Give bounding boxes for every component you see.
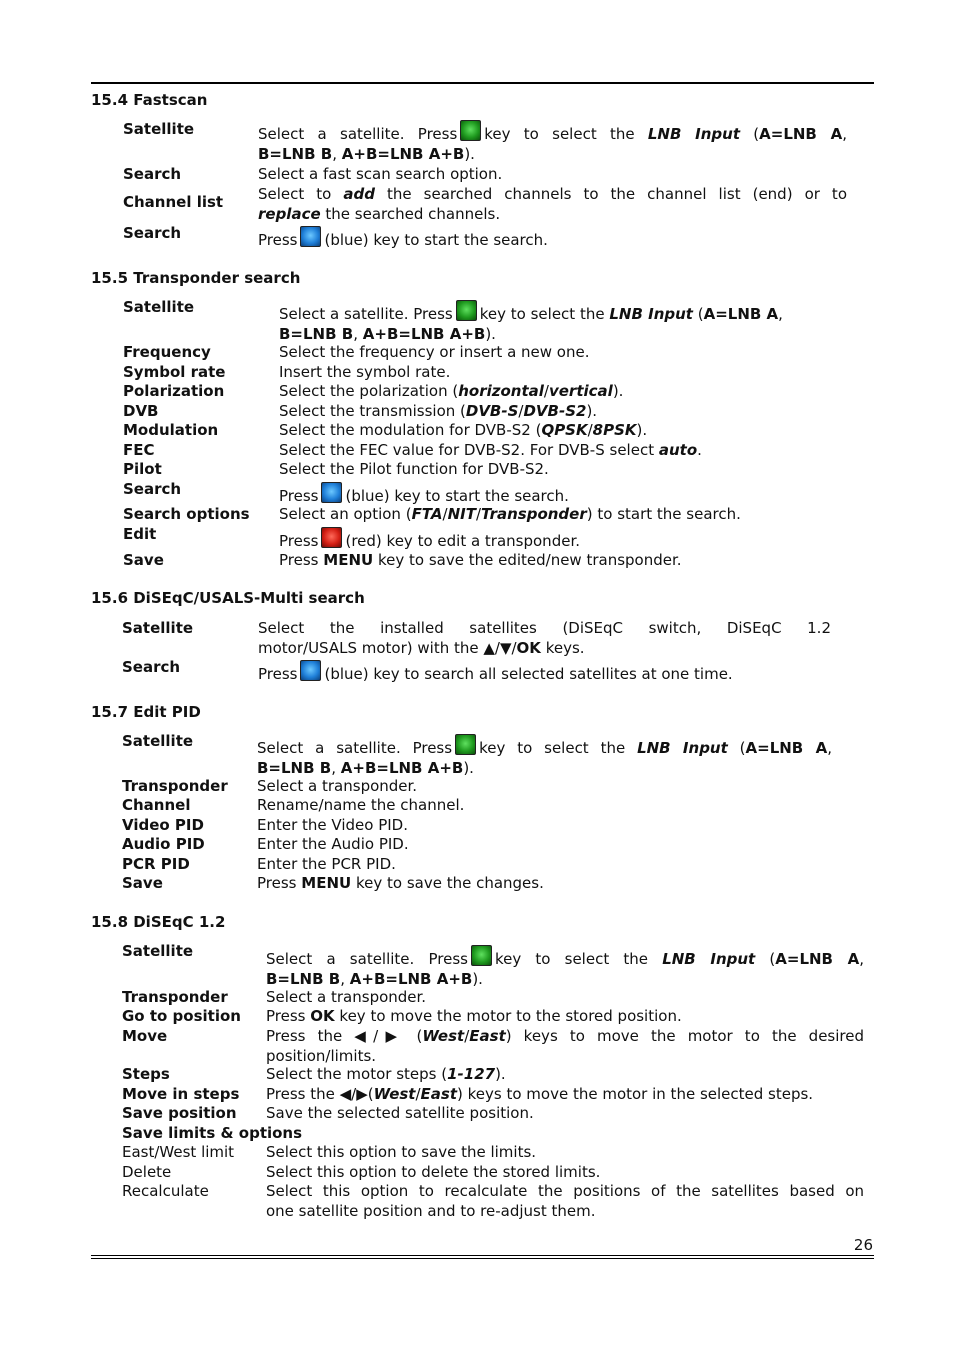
desc-east-west-limit: Select this option to save the limits. bbox=[266, 1143, 537, 1161]
text: Select a satellite. Press bbox=[279, 305, 453, 323]
red-key-icon bbox=[321, 527, 342, 548]
text: motor/USALS motor) with the ▲/▼/ bbox=[258, 638, 517, 657]
section-heading-15-7: 15.7 Edit PID bbox=[91, 703, 201, 721]
desc-line bbox=[266, 945, 864, 970]
text: Press the ◀/▶ ( bbox=[266, 1027, 423, 1045]
text: , bbox=[859, 950, 865, 968]
text: Select a satellite. Press bbox=[266, 950, 468, 968]
section-heading-15-5: 15.5 Transponder search bbox=[91, 269, 301, 287]
text: Select the FEC value for DVB-S2. For DVB-S select bbox=[279, 441, 655, 459]
text: A=LNB A bbox=[775, 950, 860, 968]
label-delete: Delete bbox=[122, 1163, 172, 1181]
desc-line bbox=[257, 759, 832, 779]
desc-satellite bbox=[257, 734, 832, 778]
label-edit: Edit bbox=[123, 525, 157, 543]
text: 1-127 bbox=[447, 1065, 496, 1083]
top-rule bbox=[91, 82, 874, 84]
desc-line bbox=[258, 120, 847, 145]
text: Press bbox=[258, 231, 298, 249]
text: , bbox=[827, 739, 832, 757]
text: Select a satellite. Press bbox=[258, 125, 458, 143]
label-search-options: Search options bbox=[123, 505, 250, 523]
text: ). bbox=[612, 382, 624, 400]
text: ). bbox=[472, 969, 483, 988]
desc-line: Select the installed satellites (DiSEqC switch, DiSEqC 1.2 bbox=[258, 619, 831, 637]
text: (blue) key to search all selected satellites at one time. bbox=[324, 665, 733, 683]
green-key-icon bbox=[455, 734, 476, 755]
text: DVB-S bbox=[465, 402, 519, 420]
text: ) to start the search. bbox=[586, 505, 741, 523]
label-satellite: Satellite bbox=[122, 942, 194, 960]
desc-move bbox=[266, 1027, 864, 1066]
desc-satellite bbox=[266, 945, 864, 989]
text: Press bbox=[279, 487, 319, 505]
label-satellite: Satellite bbox=[122, 732, 194, 750]
text: , bbox=[353, 324, 358, 343]
text: A+B=LNB A+B bbox=[341, 144, 465, 163]
desc-save bbox=[279, 551, 682, 571]
text: Select the polarization ( bbox=[279, 382, 459, 400]
text: B=LNB B bbox=[279, 324, 354, 343]
text: key to select the bbox=[494, 950, 648, 968]
text: West bbox=[373, 1085, 416, 1103]
text: key to select the bbox=[479, 739, 626, 757]
text: A+B=LNB A+B bbox=[362, 324, 486, 343]
label-fec: FEC bbox=[123, 441, 155, 459]
desc-satellite-multi bbox=[258, 619, 831, 658]
section-heading-15-8: 15.8 DiSEqC 1.2 bbox=[91, 913, 226, 931]
text: A=LNB A bbox=[745, 739, 828, 757]
label-channel-list: Channel list bbox=[123, 193, 224, 211]
text: MENU bbox=[301, 874, 352, 892]
text: / bbox=[587, 421, 593, 439]
desc-channel-list bbox=[258, 185, 847, 224]
label-search: Search bbox=[122, 658, 181, 676]
desc-line bbox=[258, 145, 847, 165]
text: FTA bbox=[411, 505, 443, 523]
text: Press bbox=[266, 1007, 306, 1025]
desc-line bbox=[258, 205, 847, 225]
text: B=LNB B bbox=[257, 758, 332, 777]
text: / bbox=[442, 505, 448, 523]
text: LNB Input bbox=[662, 950, 756, 968]
label-pilot: Pilot bbox=[123, 460, 162, 478]
text: ( bbox=[753, 125, 760, 143]
label-satellite: Satellite bbox=[122, 619, 194, 637]
text: , bbox=[842, 125, 847, 143]
desc-fec bbox=[279, 441, 702, 461]
desc-search-options bbox=[279, 505, 741, 525]
text: LNB Input bbox=[637, 739, 728, 757]
text: vertical bbox=[548, 382, 613, 400]
text: West bbox=[422, 1027, 465, 1045]
desc-line bbox=[266, 970, 864, 990]
text: MENU bbox=[323, 551, 374, 569]
text: OK bbox=[310, 1007, 335, 1025]
text: horizontal bbox=[458, 382, 544, 400]
green-key-icon bbox=[471, 945, 492, 966]
text: ). bbox=[495, 1065, 506, 1083]
label-polarization: Polarization bbox=[123, 382, 225, 400]
label-east-west-limit: East/West limit bbox=[122, 1143, 235, 1161]
text: (blue) key to start the search. bbox=[345, 487, 569, 505]
text: ( bbox=[697, 305, 704, 323]
text: , bbox=[340, 969, 345, 988]
text: A+B=LNB A+B bbox=[349, 969, 473, 988]
text: Transponder bbox=[481, 505, 587, 523]
desc-line bbox=[257, 734, 832, 759]
text: the searched channels to the channel list (end) or to bbox=[387, 185, 847, 203]
label-transponder: Transponder bbox=[122, 988, 228, 1006]
label-search: Search bbox=[123, 165, 182, 183]
text: Select to bbox=[258, 185, 332, 203]
desc-line bbox=[266, 1027, 864, 1047]
green-key-icon bbox=[456, 300, 477, 321]
blue-key-icon bbox=[300, 660, 321, 681]
label-audio-pid: Audio PID bbox=[122, 835, 205, 853]
text: key to move the motor to the stored position. bbox=[339, 1007, 682, 1025]
text: Select a satellite. Press bbox=[257, 739, 453, 757]
text: Press bbox=[258, 665, 298, 683]
desc-save-position: Save the selected satellite position. bbox=[266, 1104, 534, 1122]
label-satellite: Satellite bbox=[123, 298, 195, 316]
desc-satellite bbox=[258, 120, 847, 164]
text: ( bbox=[739, 739, 746, 757]
label-go-to-position: Go to position bbox=[122, 1007, 241, 1025]
desc-pcr-pid: Enter the PCR PID. bbox=[257, 855, 396, 873]
label-satellite: Satellite bbox=[123, 120, 195, 138]
text: , bbox=[778, 305, 783, 323]
text: Select the transmission ( bbox=[279, 402, 466, 420]
text: keys. bbox=[545, 638, 585, 657]
desc-line bbox=[279, 325, 783, 345]
bottom-rule bbox=[91, 1255, 874, 1256]
text: replace bbox=[258, 204, 321, 223]
desc-search-blue bbox=[258, 660, 733, 685]
text: LNB Input bbox=[609, 305, 693, 323]
desc-line: one satellite position and to re-adjust them. bbox=[266, 1201, 596, 1220]
label-search: Search bbox=[123, 480, 182, 498]
desc-frequency: Select the frequency or insert a new one. bbox=[279, 343, 590, 361]
text: , bbox=[332, 144, 337, 163]
desc-search-blue bbox=[258, 226, 548, 251]
text: / bbox=[415, 1085, 421, 1103]
desc-satellite bbox=[279, 300, 783, 344]
label-modulation: Modulation bbox=[123, 421, 219, 439]
text: key to select the bbox=[484, 125, 635, 143]
text: key to select the bbox=[479, 305, 605, 323]
text: Select the motor steps ( bbox=[266, 1065, 448, 1083]
text: NIT bbox=[447, 505, 476, 523]
text: ). bbox=[463, 758, 474, 777]
desc-edit-red bbox=[279, 527, 580, 552]
desc-line bbox=[258, 639, 831, 659]
label-save: Save bbox=[123, 551, 164, 569]
desc-dvb bbox=[279, 402, 597, 422]
blue-key-icon bbox=[321, 482, 342, 503]
text: ( bbox=[769, 950, 776, 968]
text: Press bbox=[279, 532, 319, 550]
desc-polarization bbox=[279, 382, 623, 402]
text: B=LNB B bbox=[266, 969, 341, 988]
desc-modulation bbox=[279, 421, 647, 441]
section-heading-15-4: 15.4 Fastscan bbox=[91, 91, 208, 109]
desc-video-pid: Enter the Video PID. bbox=[257, 816, 408, 834]
text: / bbox=[518, 402, 524, 420]
section-heading-15-6: 15.6 DiSEqC/USALS-Multi search bbox=[91, 589, 365, 607]
text: 8PSK bbox=[592, 421, 637, 439]
desc-line: Select this option to recalculate the positions of the satellites based on bbox=[266, 1182, 864, 1200]
text: OK bbox=[516, 638, 541, 657]
desc-line: position/limits. bbox=[266, 1046, 377, 1065]
desc-transponder: Select a transponder. bbox=[257, 777, 418, 795]
label-frequency: Frequency bbox=[123, 343, 211, 361]
desc-symbol-rate: Insert the symbol rate. bbox=[279, 363, 451, 381]
desc-channel: Rename/name the channel. bbox=[257, 796, 465, 814]
desc-move-in-steps bbox=[266, 1085, 813, 1105]
text: the searched channels. bbox=[325, 204, 501, 223]
label-search: Search bbox=[123, 224, 182, 242]
text: B=LNB B bbox=[258, 144, 333, 163]
text: East bbox=[469, 1027, 506, 1045]
desc-save bbox=[257, 874, 544, 894]
text: key to save the edited/new transponder. bbox=[377, 551, 682, 569]
text: / bbox=[464, 1027, 470, 1045]
text: ). bbox=[586, 402, 598, 420]
desc-search-blue bbox=[279, 482, 569, 507]
label-save-position: Save position bbox=[122, 1104, 237, 1122]
label-transponder: Transponder bbox=[122, 777, 228, 795]
desc-recalculate bbox=[266, 1182, 864, 1221]
text: (blue) key to start the search. bbox=[324, 231, 548, 249]
text: key to save the changes. bbox=[355, 874, 544, 892]
text: (red) key to edit a transponder. bbox=[345, 532, 580, 550]
desc-pilot: Select the Pilot function for DVB-S2. bbox=[279, 460, 549, 478]
label-move-in-steps: Move in steps bbox=[122, 1085, 240, 1103]
desc-line bbox=[279, 300, 783, 325]
label-symbol-rate: Symbol rate bbox=[123, 363, 226, 381]
page-number: 26 bbox=[853, 1236, 873, 1254]
text: QPSK bbox=[541, 421, 588, 439]
desc-audio-pid: Enter the Audio PID. bbox=[257, 835, 409, 853]
label-recalculate: Recalculate bbox=[122, 1182, 209, 1200]
text: ). bbox=[464, 144, 475, 163]
desc-line bbox=[258, 185, 847, 205]
label-pcr-pid: PCR PID bbox=[122, 855, 190, 873]
bottom-rule bbox=[91, 1258, 874, 1259]
desc-search: Select a fast scan search option. bbox=[258, 165, 503, 183]
text: A=LNB A bbox=[703, 305, 779, 323]
text: add bbox=[343, 185, 375, 203]
label-save: Save bbox=[122, 874, 163, 892]
text: DVB-S2 bbox=[523, 402, 587, 420]
text: East bbox=[420, 1085, 457, 1103]
blue-key-icon bbox=[300, 226, 321, 247]
desc-delete: Select this option to delete the stored limits. bbox=[266, 1163, 601, 1181]
text: A=LNB A bbox=[759, 125, 843, 143]
text: A+B=LNB A+B bbox=[340, 758, 464, 777]
text: / bbox=[543, 382, 549, 400]
label-dvb: DVB bbox=[123, 402, 159, 420]
desc-transponder: Select a transponder. bbox=[266, 988, 427, 1006]
label-channel: Channel bbox=[122, 796, 191, 814]
text: LNB Input bbox=[647, 125, 740, 143]
text: Press the ◀/▶( bbox=[266, 1085, 374, 1103]
label-video-pid: Video PID bbox=[122, 816, 204, 834]
text: Press bbox=[279, 551, 319, 569]
text: auto bbox=[658, 441, 698, 459]
text: . bbox=[697, 441, 702, 459]
text: ) keys to move the motor to the desired bbox=[505, 1027, 864, 1045]
text: / bbox=[475, 505, 481, 523]
text: ). bbox=[636, 421, 648, 439]
label-move: Move bbox=[122, 1027, 168, 1045]
desc-go-to-position bbox=[266, 1007, 682, 1027]
desc-steps bbox=[266, 1065, 506, 1085]
text: ) keys to move the motor in the selected steps. bbox=[457, 1085, 814, 1103]
label-steps: Steps bbox=[122, 1065, 170, 1083]
text: Select an option ( bbox=[279, 505, 412, 523]
label-save-limits-options: Save limits & options bbox=[122, 1124, 303, 1142]
text: Select the modulation for DVB-S2 ( bbox=[279, 421, 542, 439]
text: ). bbox=[485, 324, 496, 343]
text: Press bbox=[257, 874, 297, 892]
text: , bbox=[331, 758, 336, 777]
green-key-icon bbox=[460, 120, 481, 141]
